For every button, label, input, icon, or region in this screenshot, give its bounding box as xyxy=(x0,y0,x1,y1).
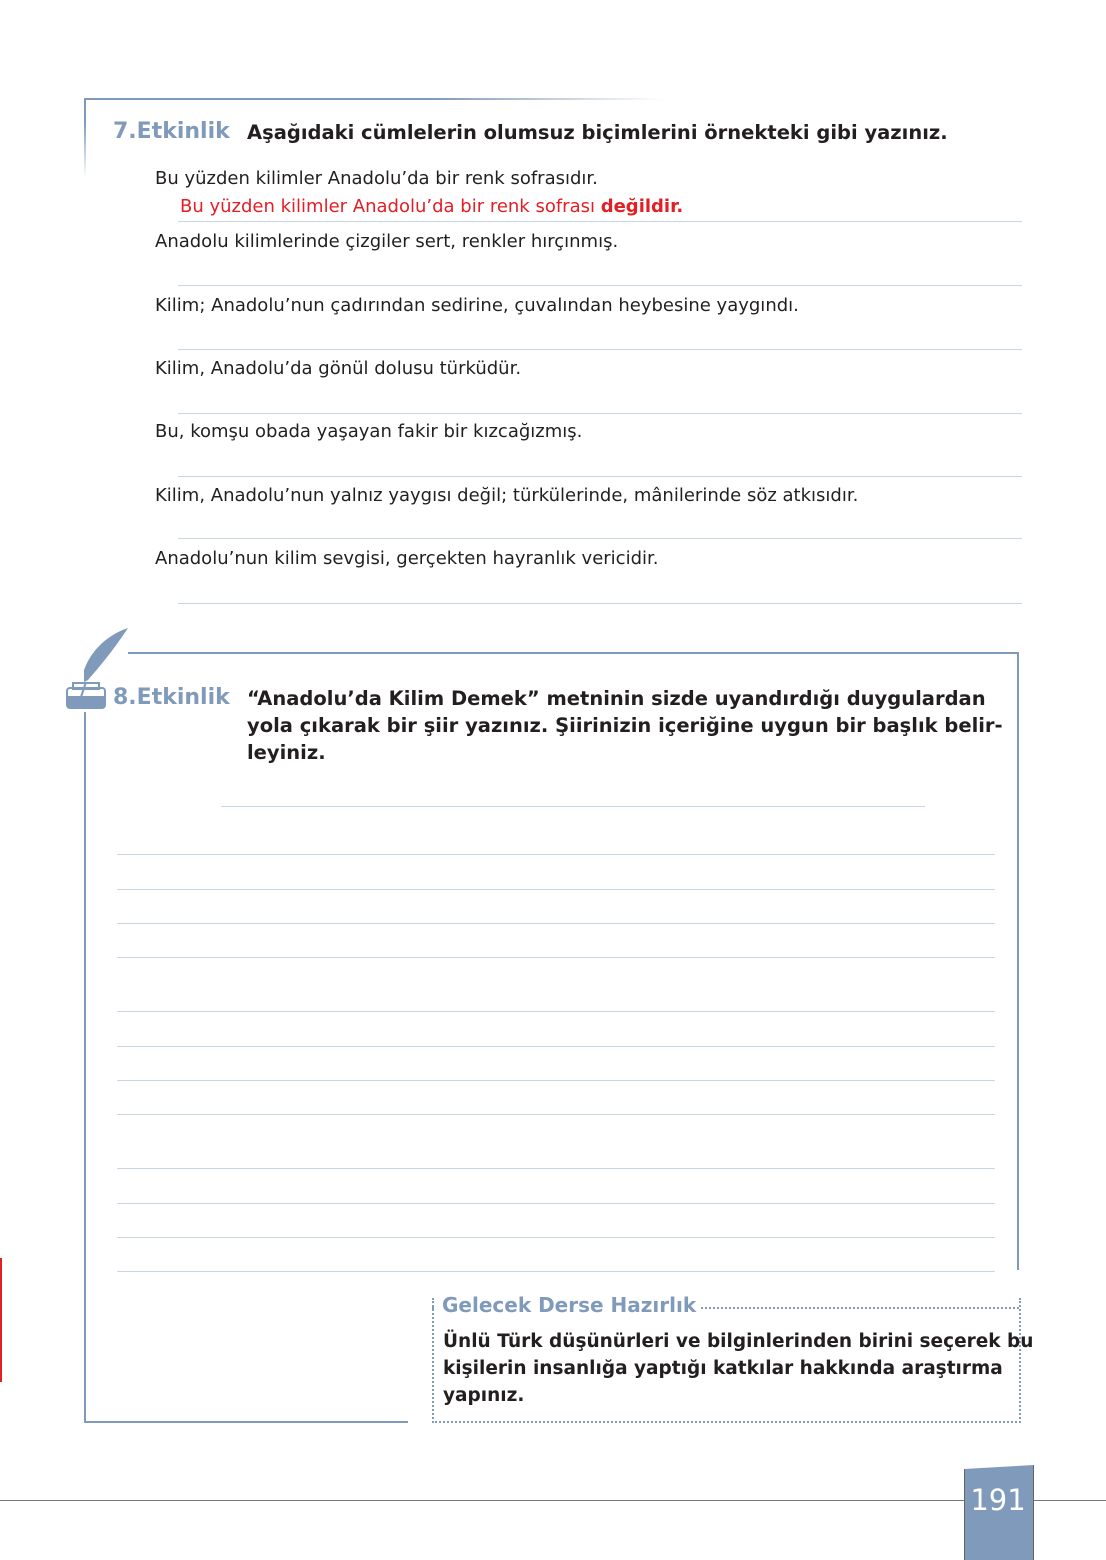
poem-line[interactable] xyxy=(117,854,995,855)
answer-line-1[interactable] xyxy=(178,285,1022,286)
example-answer xyxy=(180,196,683,218)
answer-line-4[interactable] xyxy=(178,476,1022,477)
poem-line[interactable] xyxy=(117,1271,995,1272)
page-number: 191 xyxy=(970,1483,1026,1517)
poem-line[interactable] xyxy=(117,1237,995,1238)
activity8-label: 8.Etkinlik xyxy=(113,685,230,710)
answer-line-2[interactable] xyxy=(178,349,1022,350)
sentence-1: Anadolu kilimlerinde çizgiler sert, renkler hırçınmış. xyxy=(155,231,619,252)
answer-line-6[interactable] xyxy=(178,603,1022,604)
activity7-top-border xyxy=(84,98,664,100)
sentence-5: Kilim, Anadolu’nun yalnız yaygısı değil; türkülerinde, mânilerinde söz atkısıdır. xyxy=(155,485,859,506)
activity8-right-border xyxy=(1017,652,1019,1270)
poem-line[interactable] xyxy=(117,1011,995,1012)
activity7-instruction: Aşağıdaki cümlelerin olumsuz biçimlerini örnekteki gibi yazınız. xyxy=(247,121,948,144)
activity8-instruction-line-1: “Anadolu’da Kilim Demek” metninin sizde uyandırdığı duygulardan xyxy=(247,687,986,710)
answer-line-5[interactable] xyxy=(178,538,1022,539)
poem-line[interactable] xyxy=(117,1168,995,1169)
activity8-instruction-line-3: leyiniz. xyxy=(247,741,326,764)
sentence-3: Kilim, Anadolu’da gönül dolusu türküdür. xyxy=(155,358,522,379)
activity7-left-border xyxy=(84,98,86,178)
poem-line[interactable] xyxy=(117,1114,995,1115)
example-answer-bold: değildir. xyxy=(600,196,684,217)
divider xyxy=(178,221,1022,222)
next-lesson-title: Gelecek Derse Hazırlık xyxy=(437,1292,701,1318)
edge-marker xyxy=(0,1258,2,1382)
example-answer-text: Bu yüzden kilimler Anadolu’da bir renk sofrası xyxy=(180,196,601,217)
poem-line[interactable] xyxy=(117,1080,995,1081)
activity8-instruction-line-2: yola çıkarak bir şiir yazınız. Şiirinizin içeriğine uygun bir başlık belir- xyxy=(247,714,1003,737)
next-lesson-line-3: yapınız. xyxy=(443,1385,525,1406)
activity8-bottom-border xyxy=(84,1421,408,1423)
sentence-4: Bu, komşu obada yaşayan fakir bir kızcağızmış. xyxy=(155,421,583,442)
sentence-2: Kilim; Anadolu’nun çadırından sedirine, çuvalından heybesine yaygındı. xyxy=(155,295,799,316)
activity8-top-border xyxy=(128,652,1019,654)
sentence-6: Anadolu’nun kilim sevgisi, gerçekten hayranlık vericidir. xyxy=(155,548,659,569)
answer-line-3[interactable] xyxy=(178,413,1022,414)
example-sentence: Bu yüzden kilimler Anadolu’da bir renk sofrasıdır. xyxy=(155,168,598,189)
poem-line[interactable] xyxy=(117,889,995,890)
poem-title-line[interactable] xyxy=(221,806,925,807)
activity7-label: 7.Etkinlik xyxy=(113,119,230,144)
next-lesson-line-1: Ünlü Türk düşünürleri ve bilginlerinden birini seçerek bu xyxy=(443,1331,1034,1352)
footer-rule xyxy=(0,1500,1106,1501)
poem-line[interactable] xyxy=(117,1046,995,1047)
activity8-left-border xyxy=(84,712,86,1423)
poem-line[interactable] xyxy=(117,957,995,958)
poem-line[interactable] xyxy=(117,1203,995,1204)
poem-line[interactable] xyxy=(117,923,995,924)
next-lesson-line-2: kişilerin insanlığa yaptığı katkılar hakkında araştırma xyxy=(443,1358,1003,1379)
